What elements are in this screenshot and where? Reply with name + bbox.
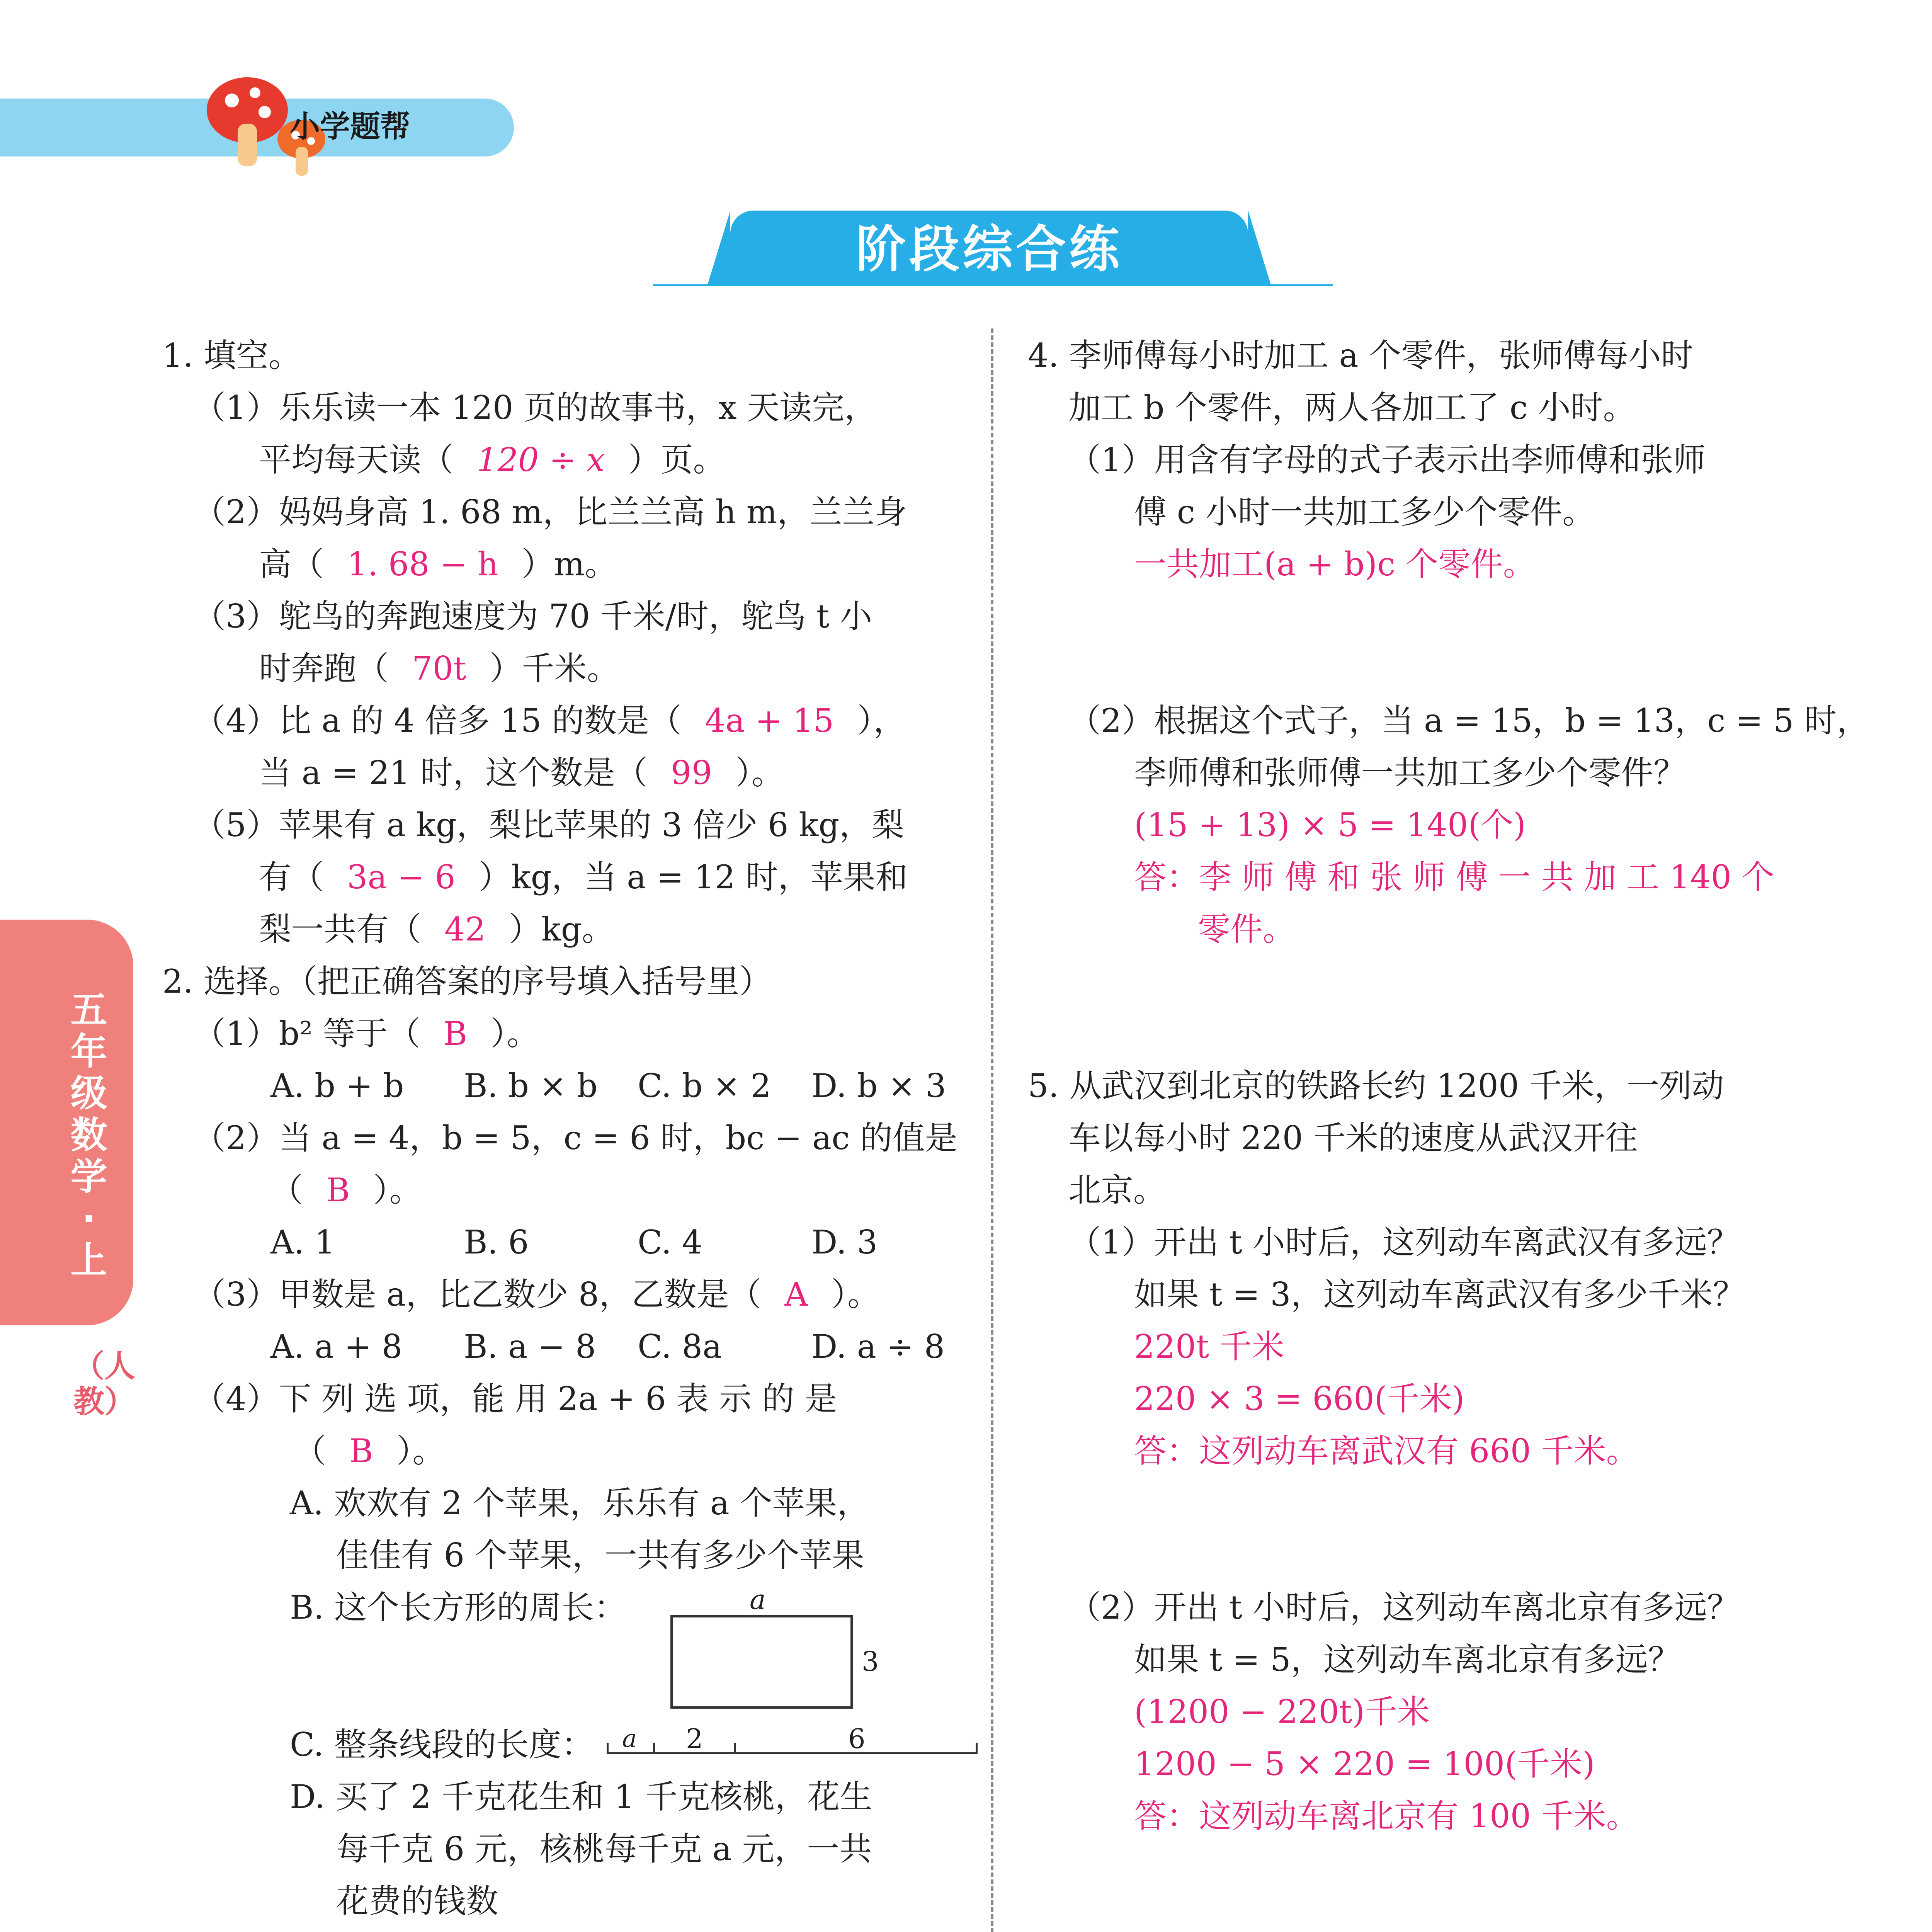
segment-label: a — [622, 1725, 637, 1753]
q1-1-answer: 120 ÷ x — [477, 441, 605, 479]
q2-3-option-d: D. a ÷ 8 — [811, 1328, 945, 1366]
q2-1-option-c: C. b × 2 — [638, 1067, 771, 1105]
q5-2-line1: （2）开出 t 小时后，这列动车离北京有多远？ — [1068, 1588, 1740, 1626]
q5-line3: 北京。 — [1068, 1171, 1166, 1209]
q2-4-line2: （ B ）。 — [294, 1432, 445, 1470]
q2-4-option-d-line1: D. 买了 2 千克花生和 1 千克核桃，花生 — [290, 1778, 872, 1816]
page-title: 阶段综合练 — [855, 220, 1122, 279]
q1-5-line2: 有（ 3a − 6 ）kg，当 a = 12 时，苹果和 — [259, 858, 908, 896]
segment-tick — [976, 1743, 978, 1753]
q4-line1: 4. 李师傅每小时加工 a 个零件，张师傅每小时 — [1028, 337, 1694, 374]
q2-1-option-a: A. b + b — [270, 1067, 404, 1105]
q2-4-answer: B — [349, 1432, 373, 1470]
segment-label: 2 — [686, 1723, 703, 1755]
q2-4-option-a-line1: A. 欢欢有 2 个苹果，乐乐有 a 个苹果， — [290, 1484, 870, 1522]
segment-tick — [734, 1743, 736, 1753]
q1-5-line3: 梨一共有（ 42 ）kg。 — [259, 910, 614, 948]
q1-1-line1: （1）乐乐读一本 120 页的故事书，x 天读完， — [193, 389, 877, 427]
q1-5-line1: （5）苹果有 a kg，梨比苹果的 3 倍少 6 kg，梨 — [193, 806, 904, 844]
q2-3-line1: （3）甲数是 a，比乙数少 8，乙数是（ A ）。 — [193, 1276, 880, 1313]
q5-1-answer-3: 答：这列动车离武汉有 660 千米。 — [1134, 1432, 1639, 1470]
q2-1-option-b: B. b × b — [464, 1067, 598, 1105]
q1-1-line2: 平均每天读（ 120 ÷ x ）页。 — [259, 441, 726, 479]
q2-4-option-d-line2: 每千克 6 元，核桃每千克 a 元，一共 — [336, 1830, 872, 1868]
side-tab — [0, 920, 133, 1325]
q4-2-line1: （2）根据这个式子，当 a = 15，b = 13，c = 5 时， — [1068, 702, 1869, 740]
side-tab-grade: 五年级数学·上 — [70, 989, 107, 1282]
q2-3-option-a: A. a + 8 — [270, 1328, 403, 1366]
q4-2-answer-1: (15 + 13) × 5 = 140(个) — [1134, 806, 1526, 844]
q2-2-line1: （2）当 a = 4，b = 5，c = 6 时，bc − ac 的值是 — [193, 1119, 957, 1157]
q2-1-answer: B — [443, 1015, 468, 1053]
q2-2-option-d: D. 3 — [811, 1223, 878, 1261]
q1-4-answer1: 4a + 15 — [705, 702, 834, 740]
q1-2-line2: 高（ 1. 68 − h ）m。 — [259, 545, 617, 583]
q2-4-option-b: B. 这个长方形的周长： — [290, 1588, 627, 1626]
q2-title: 2. 选择。（把正确答案的序号填入括号里） — [162, 963, 772, 1000]
q2-2-option-b: B. 6 — [464, 1223, 529, 1261]
segment-tick — [653, 1743, 655, 1753]
segment-label: 6 — [848, 1723, 866, 1755]
q2-3-answer: A — [784, 1276, 808, 1313]
q5-line1: 5. 从武汉到北京的铁路长约 1200 千米，一列动 — [1028, 1067, 1725, 1105]
rectangle-side-label: 3 — [862, 1646, 879, 1677]
brand-name: 小学题帮 — [290, 109, 411, 144]
q1-2-line1: （2）妈妈身高 1. 68 m，比兰兰高 h m，兰兰身 — [193, 493, 907, 531]
q1-2-answer: 1. 68 − h — [347, 545, 498, 583]
q1-title: 1. 填空。 — [162, 337, 301, 374]
q1-4-line2: 当 a = 21 时，这个数是（ 99 ）。 — [259, 754, 784, 792]
q1-5-answer2: 42 — [444, 910, 486, 948]
q2-2-answer: B — [326, 1171, 350, 1209]
q5-1-line1: （1）开出 t 小时后，这列动车离武汉有多远？ — [1068, 1223, 1740, 1261]
q2-4-option-a-line2: 佳佳有 6 个苹果，一共有多少个苹果 — [336, 1536, 864, 1574]
q2-1-option-d: D. b × 3 — [811, 1067, 946, 1105]
q1-3-line2: 时奔跑（ 70t ）千米。 — [259, 650, 619, 687]
q1-4-line1: （4）比 a 的 4 倍多 15 的数是（ 4a + 15 ）， — [193, 702, 906, 740]
segment-tick — [607, 1743, 609, 1753]
q4-1-answer: 一共加工(a + b)c 个零件。 — [1134, 545, 1536, 583]
q1-5-answer1: 3a − 6 — [347, 858, 456, 896]
q2-4-line1: （4）下 列 选 项，能 用 2a + 6 表 示 的 是 — [193, 1380, 837, 1418]
q4-line2: 加工 b 个零件，两人各加工了 c 小时。 — [1068, 389, 1636, 427]
q2-4-option-d-line3: 花费的钱数 — [336, 1882, 499, 1920]
q5-2-answer-1: (1200 − 220t)千米 — [1134, 1693, 1430, 1731]
rectangle-figure — [670, 1615, 853, 1709]
q4-2-answer-3: 零件。 — [1198, 910, 1296, 948]
q5-1-answer-1: 220t 千米 — [1134, 1328, 1284, 1366]
q5-2-answer-3: 答：这列动车离北京有 100 千米。 — [1134, 1797, 1639, 1835]
q2-3-option-c: C. 8a — [638, 1328, 722, 1366]
q2-4-option-c: C. 整条线段的长度： — [290, 1726, 594, 1764]
column-divider — [991, 328, 993, 1932]
rectangle-top-label: a — [750, 1584, 766, 1616]
q5-line2: 车以每小时 220 千米的速度从武汉开往 — [1068, 1119, 1638, 1157]
q1-3-line1: （3）鸵鸟的奔跑速度为 70 千米/时，鸵鸟 t 小 — [193, 597, 872, 635]
q2-2-option-c: C. 4 — [638, 1223, 703, 1261]
q5-2-line2: 如果 t = 5，这列动车离北京有多远？ — [1134, 1641, 1680, 1679]
q4-1-line2: 傅 c 小时一共加工多少个零件。 — [1134, 493, 1595, 531]
q2-2-line2: （ B ）。 — [270, 1171, 422, 1209]
q2-1-line1: （1）b² 等于（ B ）。 — [193, 1015, 539, 1053]
q5-1-answer-2: 220 × 3 = 660(千米) — [1134, 1380, 1465, 1418]
q5-2-answer-2: 1200 − 5 × 220 = 100(千米) — [1134, 1745, 1595, 1783]
q5-1-line2: 如果 t = 3，这列动车离武汉有多少千米？ — [1134, 1276, 1745, 1313]
q4-1-line1: （1）用含有字母的式子表示出李师傅和张师 — [1068, 441, 1706, 479]
side-tab-edition: （人教） — [73, 1348, 135, 1420]
q1-4-answer2: 99 — [671, 754, 713, 792]
q4-2-line2: 李师傅和张师傅一共加工多少个零件？ — [1134, 754, 1686, 792]
q1-3-answer: 70t — [412, 650, 466, 687]
q4-2-answer-2: 答：李 师 傅 和 张 师 傅 一 共 加 工 140 个 — [1134, 858, 1774, 896]
q3-title — [162, 1930, 431, 1932]
q2-3-option-b: B. a − 8 — [464, 1328, 596, 1366]
segment-line — [607, 1752, 978, 1754]
q2-2-option-a: A. 1 — [270, 1223, 335, 1261]
